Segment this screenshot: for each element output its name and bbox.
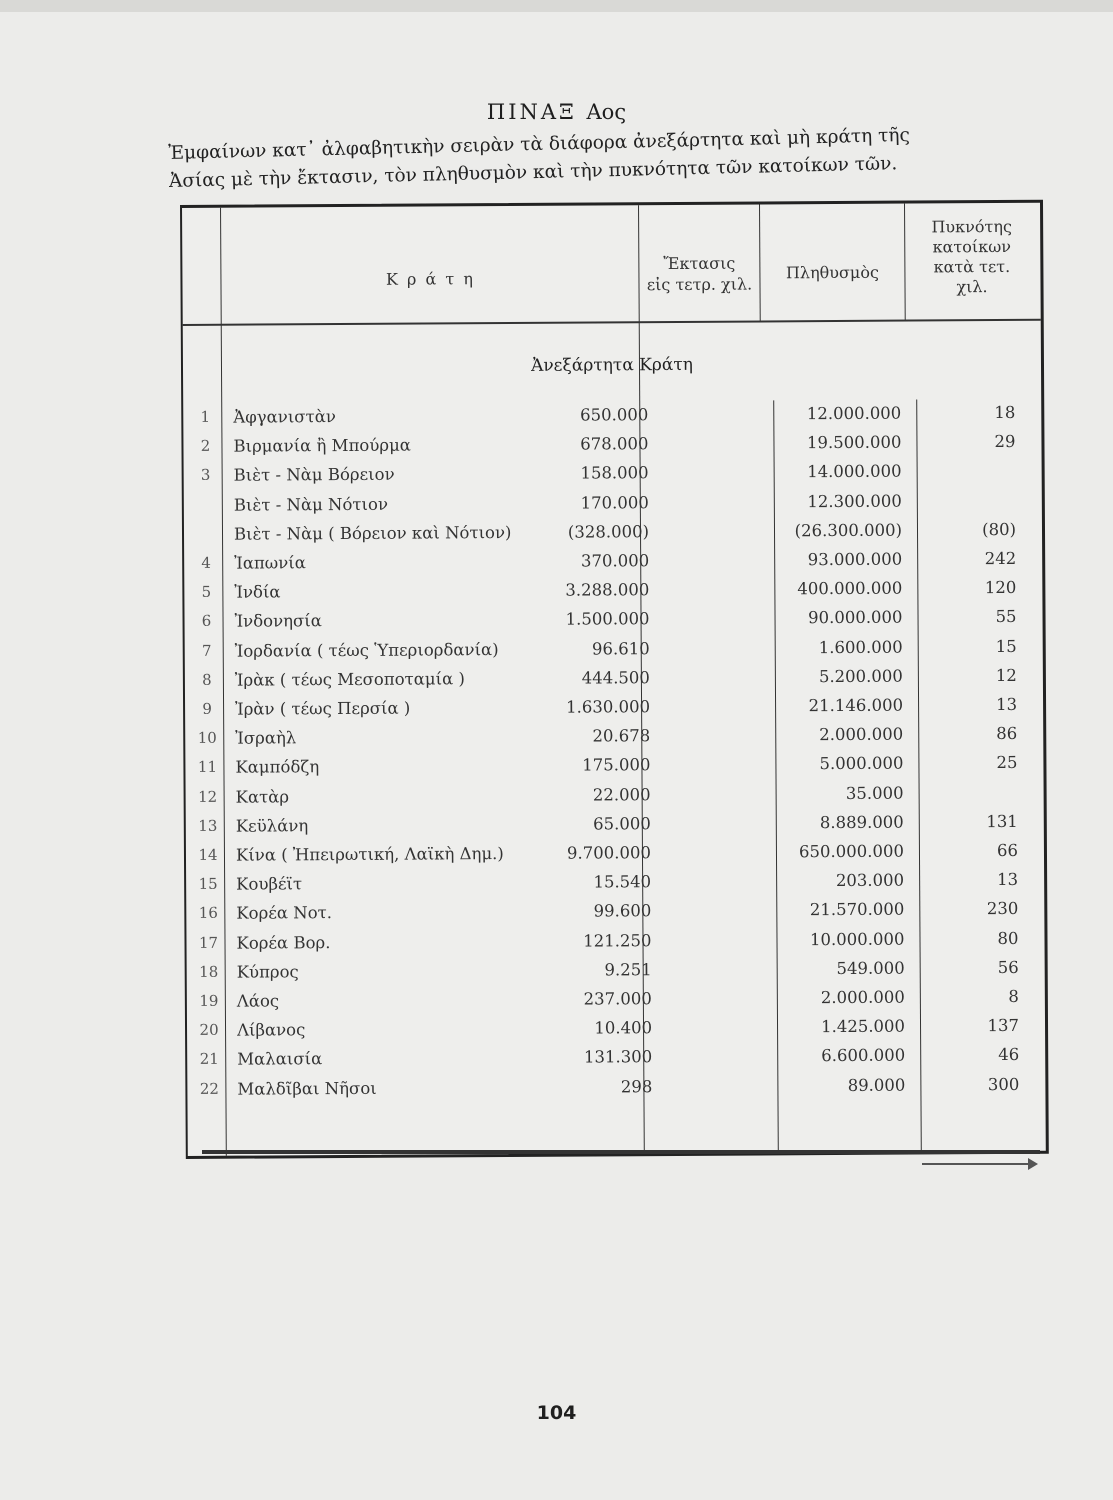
- header-density-line1: Πυκνότης: [931, 216, 1012, 237]
- page-number: 104: [536, 1402, 577, 1424]
- population-value: 8.889.000: [819, 812, 904, 832]
- population-value: 10.000.000: [809, 929, 905, 949]
- row-number: 21: [199, 1050, 219, 1069]
- population-value: 650.000.000: [798, 841, 905, 862]
- population-value: 90.000.000: [807, 607, 903, 628]
- area-value: 237.000: [583, 989, 652, 1009]
- population-value: (26.300.000): [794, 520, 903, 541]
- density-value: 12: [995, 665, 1017, 685]
- row-number: 6: [201, 612, 212, 631]
- area-value: 170.000: [580, 492, 649, 513]
- state-name: Κορέα Νοτ.: [236, 903, 333, 924]
- area-value: (328.000): [567, 521, 650, 542]
- table-row: [187, 1074, 1045, 1108]
- density-value: 230: [986, 899, 1019, 919]
- state-name: Βιὲτ - Νὰμ ( Βόρειον καὶ Νότιον): [233, 522, 512, 544]
- row-number: 1: [200, 407, 211, 426]
- state-name: Μαλδῖβαι Νῆσοι: [237, 1078, 377, 1099]
- population-value: 5.000.000: [819, 753, 904, 774]
- area-value: 99.600: [593, 901, 652, 921]
- state-name: Ἰσραὴλ: [235, 728, 297, 748]
- row-number: 2: [200, 437, 211, 456]
- population-value: 14.000.000: [807, 461, 902, 482]
- row-number: 15: [198, 874, 218, 894]
- state-name: Ἰρὰκ ( τέως Μεσοποταμία ): [234, 669, 465, 690]
- row-number: 8: [202, 670, 212, 689]
- density-value: (80): [982, 519, 1017, 539]
- state-name: Κορέα Βορ.: [236, 932, 331, 953]
- row-number: 3: [200, 466, 211, 485]
- area-value: 22.000: [592, 784, 651, 805]
- density-value: 80: [997, 928, 1019, 948]
- state-name: Κατὰρ: [235, 786, 290, 807]
- area-value: 1.500.000: [565, 609, 650, 630]
- population-value: 203.000: [835, 870, 905, 891]
- density-value: 13: [996, 694, 1018, 715]
- density-value: 8: [1008, 986, 1019, 1006]
- state-name: Ἰνδονησία: [234, 611, 322, 632]
- header-area-line1: Ἔκτασις: [663, 253, 736, 274]
- area-value: 650.000: [579, 405, 649, 425]
- area-value: 175.000: [582, 755, 651, 775]
- state-name: Ἰαπωνία: [234, 553, 306, 573]
- state-name: Κουβέϊτ: [236, 874, 303, 894]
- intro-line-1: Ἐμφαίνων κατ᾽ ἀλφαβητικὴν σειρὰν τὰ διάφορα ἀνεξάρτητα καὶ μὴ κράτη τῆς: [168, 124, 911, 164]
- states-table: [180, 200, 1049, 1159]
- population-value: 2.000.000: [820, 987, 905, 1008]
- area-value: 15.540: [593, 872, 652, 892]
- density-value: 86: [996, 724, 1018, 744]
- page-top-edge: [0, 0, 1113, 12]
- area-value: 9.251: [604, 959, 652, 980]
- area-value: 131.300: [583, 1047, 653, 1067]
- heading-title: ΠΙΝΑΞ: [486, 100, 577, 124]
- population-value: 1.425.000: [820, 1016, 906, 1037]
- header-density: [905, 217, 1038, 298]
- state-name: Ἰορδανία ( τέως Ὑπεριορδανία): [234, 639, 499, 661]
- density-value: 46: [998, 1045, 1020, 1065]
- population-value: 549.000: [836, 958, 905, 978]
- row-number: 16: [198, 904, 218, 923]
- area-value: 20.678: [592, 726, 651, 746]
- population-value: 400.000.000: [797, 578, 903, 599]
- area-value: 1.630.000: [566, 697, 651, 717]
- area-value: 65.000: [592, 813, 651, 834]
- header-rule: [183, 319, 1041, 326]
- population-value: 19.500.000: [806, 432, 902, 453]
- row-number: 20: [199, 1020, 219, 1040]
- area-value: 444.500: [581, 667, 650, 688]
- section-title: Ἀνεξάρτητα Κράτη: [530, 354, 694, 376]
- row-number: 17: [198, 933, 219, 952]
- density-value: 300: [987, 1074, 1020, 1094]
- density-value: 13: [997, 870, 1019, 890]
- population-value: 12.300.000: [807, 491, 902, 511]
- population-value: 12.000.000: [806, 403, 902, 424]
- density-value: 137: [987, 1016, 1020, 1036]
- state-name: Βιρμανία ἢ Μπούρμα: [233, 435, 411, 456]
- row-number: 11: [197, 758, 218, 777]
- population-value: 2.000.000: [819, 724, 904, 745]
- area-value: 298: [620, 1076, 653, 1096]
- density-value: 56: [997, 957, 1019, 977]
- population-value: 21.146.000: [808, 695, 904, 716]
- state-name: Ἰρὰν ( τέως Περσία ): [235, 698, 411, 719]
- row-number: 19: [199, 991, 219, 1010]
- state-name: Ἰνδία: [234, 582, 281, 602]
- area-value: 678.000: [580, 434, 649, 454]
- state-name: Κύπρος: [236, 962, 299, 982]
- intro-text: [168, 119, 1019, 196]
- area-value: 158.000: [580, 463, 649, 483]
- density-value: 18: [994, 402, 1016, 423]
- density-value: 120: [984, 578, 1017, 598]
- row-number: 7: [201, 641, 212, 660]
- area-value: 370.000: [580, 551, 650, 571]
- state-name: Λίβανος: [236, 1020, 306, 1040]
- density-value: 55: [995, 607, 1017, 627]
- state-name: Κίνα ( Ἠπειρωτική, Λαϊκὴ Δημ.): [235, 844, 504, 865]
- continue-arrow-icon: [922, 1163, 1032, 1165]
- area-value: 96.610: [591, 638, 650, 659]
- density-value: 131: [986, 811, 1018, 831]
- density-value: 66: [996, 840, 1019, 861]
- row-number: 5: [201, 583, 212, 602]
- header-population: Πληθυσμὸς: [785, 262, 879, 283]
- state-name: Βιὲτ - Νὰμ Νότιον: [233, 494, 389, 515]
- population-value: 21.570.000: [809, 899, 905, 920]
- density-value: 15: [995, 636, 1017, 656]
- area-value: 3.288.000: [565, 580, 650, 600]
- row-number: 10: [197, 728, 217, 748]
- population-value: 35.000: [845, 783, 904, 803]
- population-value: 5.200.000: [818, 666, 903, 686]
- density-value: 25: [996, 753, 1018, 773]
- row-number: 18: [199, 962, 219, 981]
- header-density-line3: κατὰ τετ.: [933, 256, 1011, 277]
- population-value: 1.600.000: [818, 637, 903, 657]
- header-states: Κ ρ ά τ η: [385, 269, 475, 289]
- row-number: 9: [202, 699, 212, 718]
- row-number: 14: [198, 845, 218, 864]
- population-value: 93.000.000: [807, 549, 903, 570]
- state-name: Μαλαισία: [237, 1049, 323, 1070]
- population-value: 6.600.000: [821, 1045, 906, 1066]
- row-number: 12: [198, 787, 218, 806]
- population-value: 89.000: [847, 1075, 906, 1095]
- state-name: Ἀφγανιστὰν: [233, 407, 336, 427]
- intro-line-2: Ἀσίας μὲ τὴν ἔκτασιν, τὸν πληθυσμὸν καὶ τὴν πυκνότητα τῶν κατοίκων τῶν.: [168, 153, 898, 192]
- row-number: 13: [198, 816, 218, 835]
- density-value: 242: [984, 548, 1017, 569]
- header-area: [639, 252, 759, 295]
- header-density-line2: κατοίκων: [932, 236, 1011, 257]
- state-name: Λάος: [236, 991, 280, 1011]
- row-number: 22: [199, 1079, 219, 1098]
- heading-suffix: Αος: [586, 100, 627, 124]
- row-number: 4: [201, 553, 212, 572]
- area-value: 9.700.000: [566, 843, 652, 863]
- area-value: 121.250: [583, 930, 652, 951]
- state-name: Κεϋλάνη: [235, 816, 309, 836]
- state-name: Βιὲτ - Νὰμ Βόρειον: [233, 465, 395, 486]
- header-density-line4: χιλ.: [956, 277, 988, 297]
- area-value: 10.400: [594, 1018, 653, 1038]
- density-value: 29: [994, 432, 1016, 452]
- state-name: Καμπόδζη: [235, 757, 320, 778]
- table-bottom-shadow: [202, 1150, 1040, 1154]
- header-area-line2: εἰς τετρ. χιλ.: [646, 274, 753, 295]
